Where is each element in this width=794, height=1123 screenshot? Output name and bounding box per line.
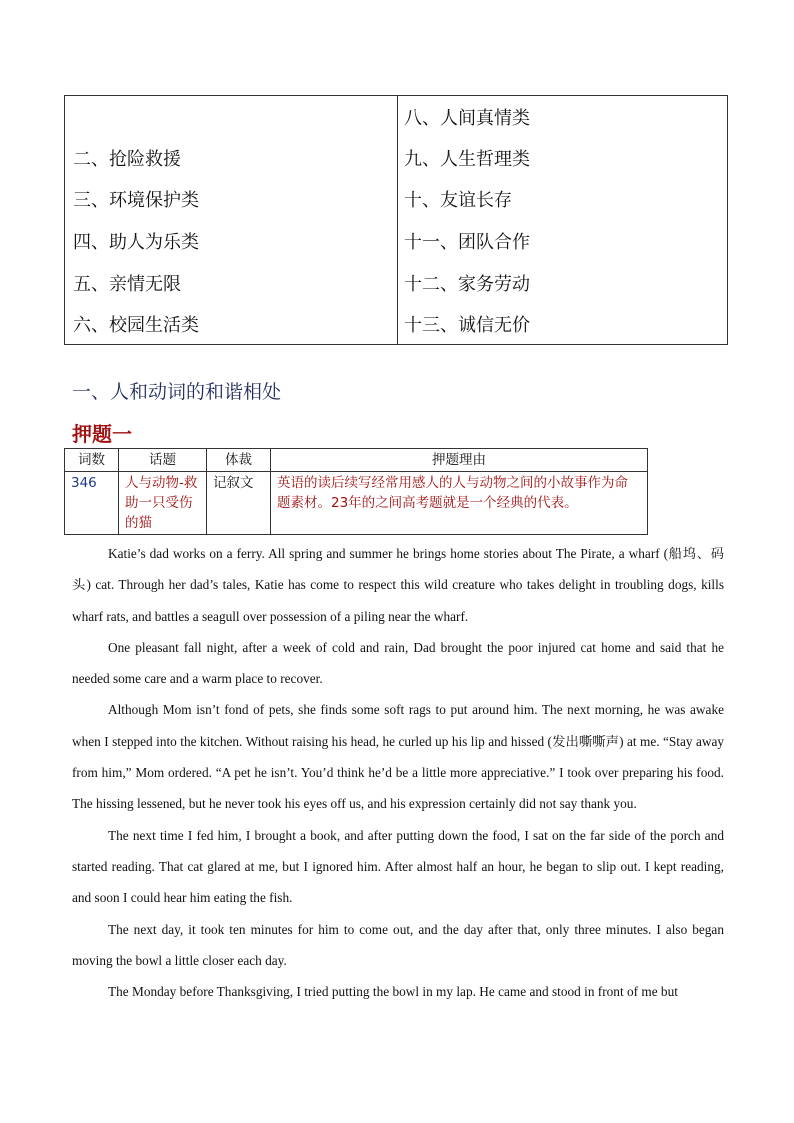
category-item-left: 五、亲情无限 <box>73 274 181 295</box>
table-divider <box>397 96 398 344</box>
category-item-right: 九、人生哲理类 <box>404 149 530 170</box>
category-item-right: 十、友谊长存 <box>404 190 512 211</box>
passage-paragraph: The next time I fed him, I brought a book, and after putting down the food, I sat on the far side of the porch and started reading. That cat glared at me, but I ignored him. After almost half an hour, he began to slip out. I kept reading, and soon I could hear him eating the fish. <box>72 827 724 906</box>
sub-title: 押题一 <box>72 422 132 446</box>
table-row <box>65 472 648 535</box>
header-word-count: 词数 <box>65 449 119 472</box>
passage-paragraph: The Monday before Thanksgiving, I tried putting the bowl in my lap. He came and stood in front of me but <box>108 984 678 1000</box>
cell-genre: 记叙文 <box>207 472 271 535</box>
cell-word-count: 346 <box>65 472 119 535</box>
reading-passage <box>72 538 724 1007</box>
section-title: 一、人和动词的和谐相处 <box>72 381 282 403</box>
header-reason: 押题理由 <box>271 449 648 472</box>
table-header-row <box>65 449 648 472</box>
passage-paragraph: Although Mom isn’t fond of pets, she finds some soft rags to put around him. The next morning, he was awake when I stepped into the kitchen. Without raising his head, he curled up his lip and hissed (发出嘶嘶声) at me. “Stay away from him,” Mom ordered. “A pet he isn’t. You’d think he’d be a little more appreciative.” I took over preparing his food. The hissing lessened, but he never took his eyes off us, and his expression certainly did not say thank you. <box>72 702 724 812</box>
header-genre: 体裁 <box>207 449 271 472</box>
header-topic: 话题 <box>119 449 207 472</box>
category-item-right: 十二、家务劳动 <box>404 274 530 295</box>
category-table <box>64 95 728 345</box>
passage-paragraph: One pleasant fall night, after a week of cold and rain, Dad brought the poor injured cat home and said that he needed some care and a warm place to recover. <box>72 639 724 687</box>
passage-paragraph: The next day, it took ten minutes for him to come out, and the day after that, only three minutes. I also began moving the bowl a little closer each day. <box>72 921 724 968</box>
info-table <box>64 448 648 535</box>
cell-topic: 人与动物-救助一只受伤的猫 <box>119 472 207 535</box>
passage-paragraph: Katie’s dad works on a ferry. All spring and summer he brings home stories about The Pirate, a wharf (船坞、码头) cat. Through her dad’s tales, Katie has come to respect this wild creature who takes delight in troubling dogs, kills wharf rats, and battles a seagull over possession of a piling near the wharf. <box>72 546 724 624</box>
category-item-left: 六、校园生活类 <box>73 315 199 336</box>
category-item-left: 二、抢险救援 <box>73 149 181 170</box>
category-item-right: 十一、团队合作 <box>404 232 530 253</box>
category-item-right: 八、人间真情类 <box>404 108 530 129</box>
cell-reason: 英语的读后续写经常用感人的人与动物之间的小故事作为命题素材。23年的之间高考题就是一个经典的代表。 <box>271 472 648 535</box>
category-item-right: 十三、诚信无价 <box>404 315 530 336</box>
category-item-left: 四、助人为乐类 <box>73 232 199 253</box>
category-item-left: 三、环境保护类 <box>73 190 199 211</box>
